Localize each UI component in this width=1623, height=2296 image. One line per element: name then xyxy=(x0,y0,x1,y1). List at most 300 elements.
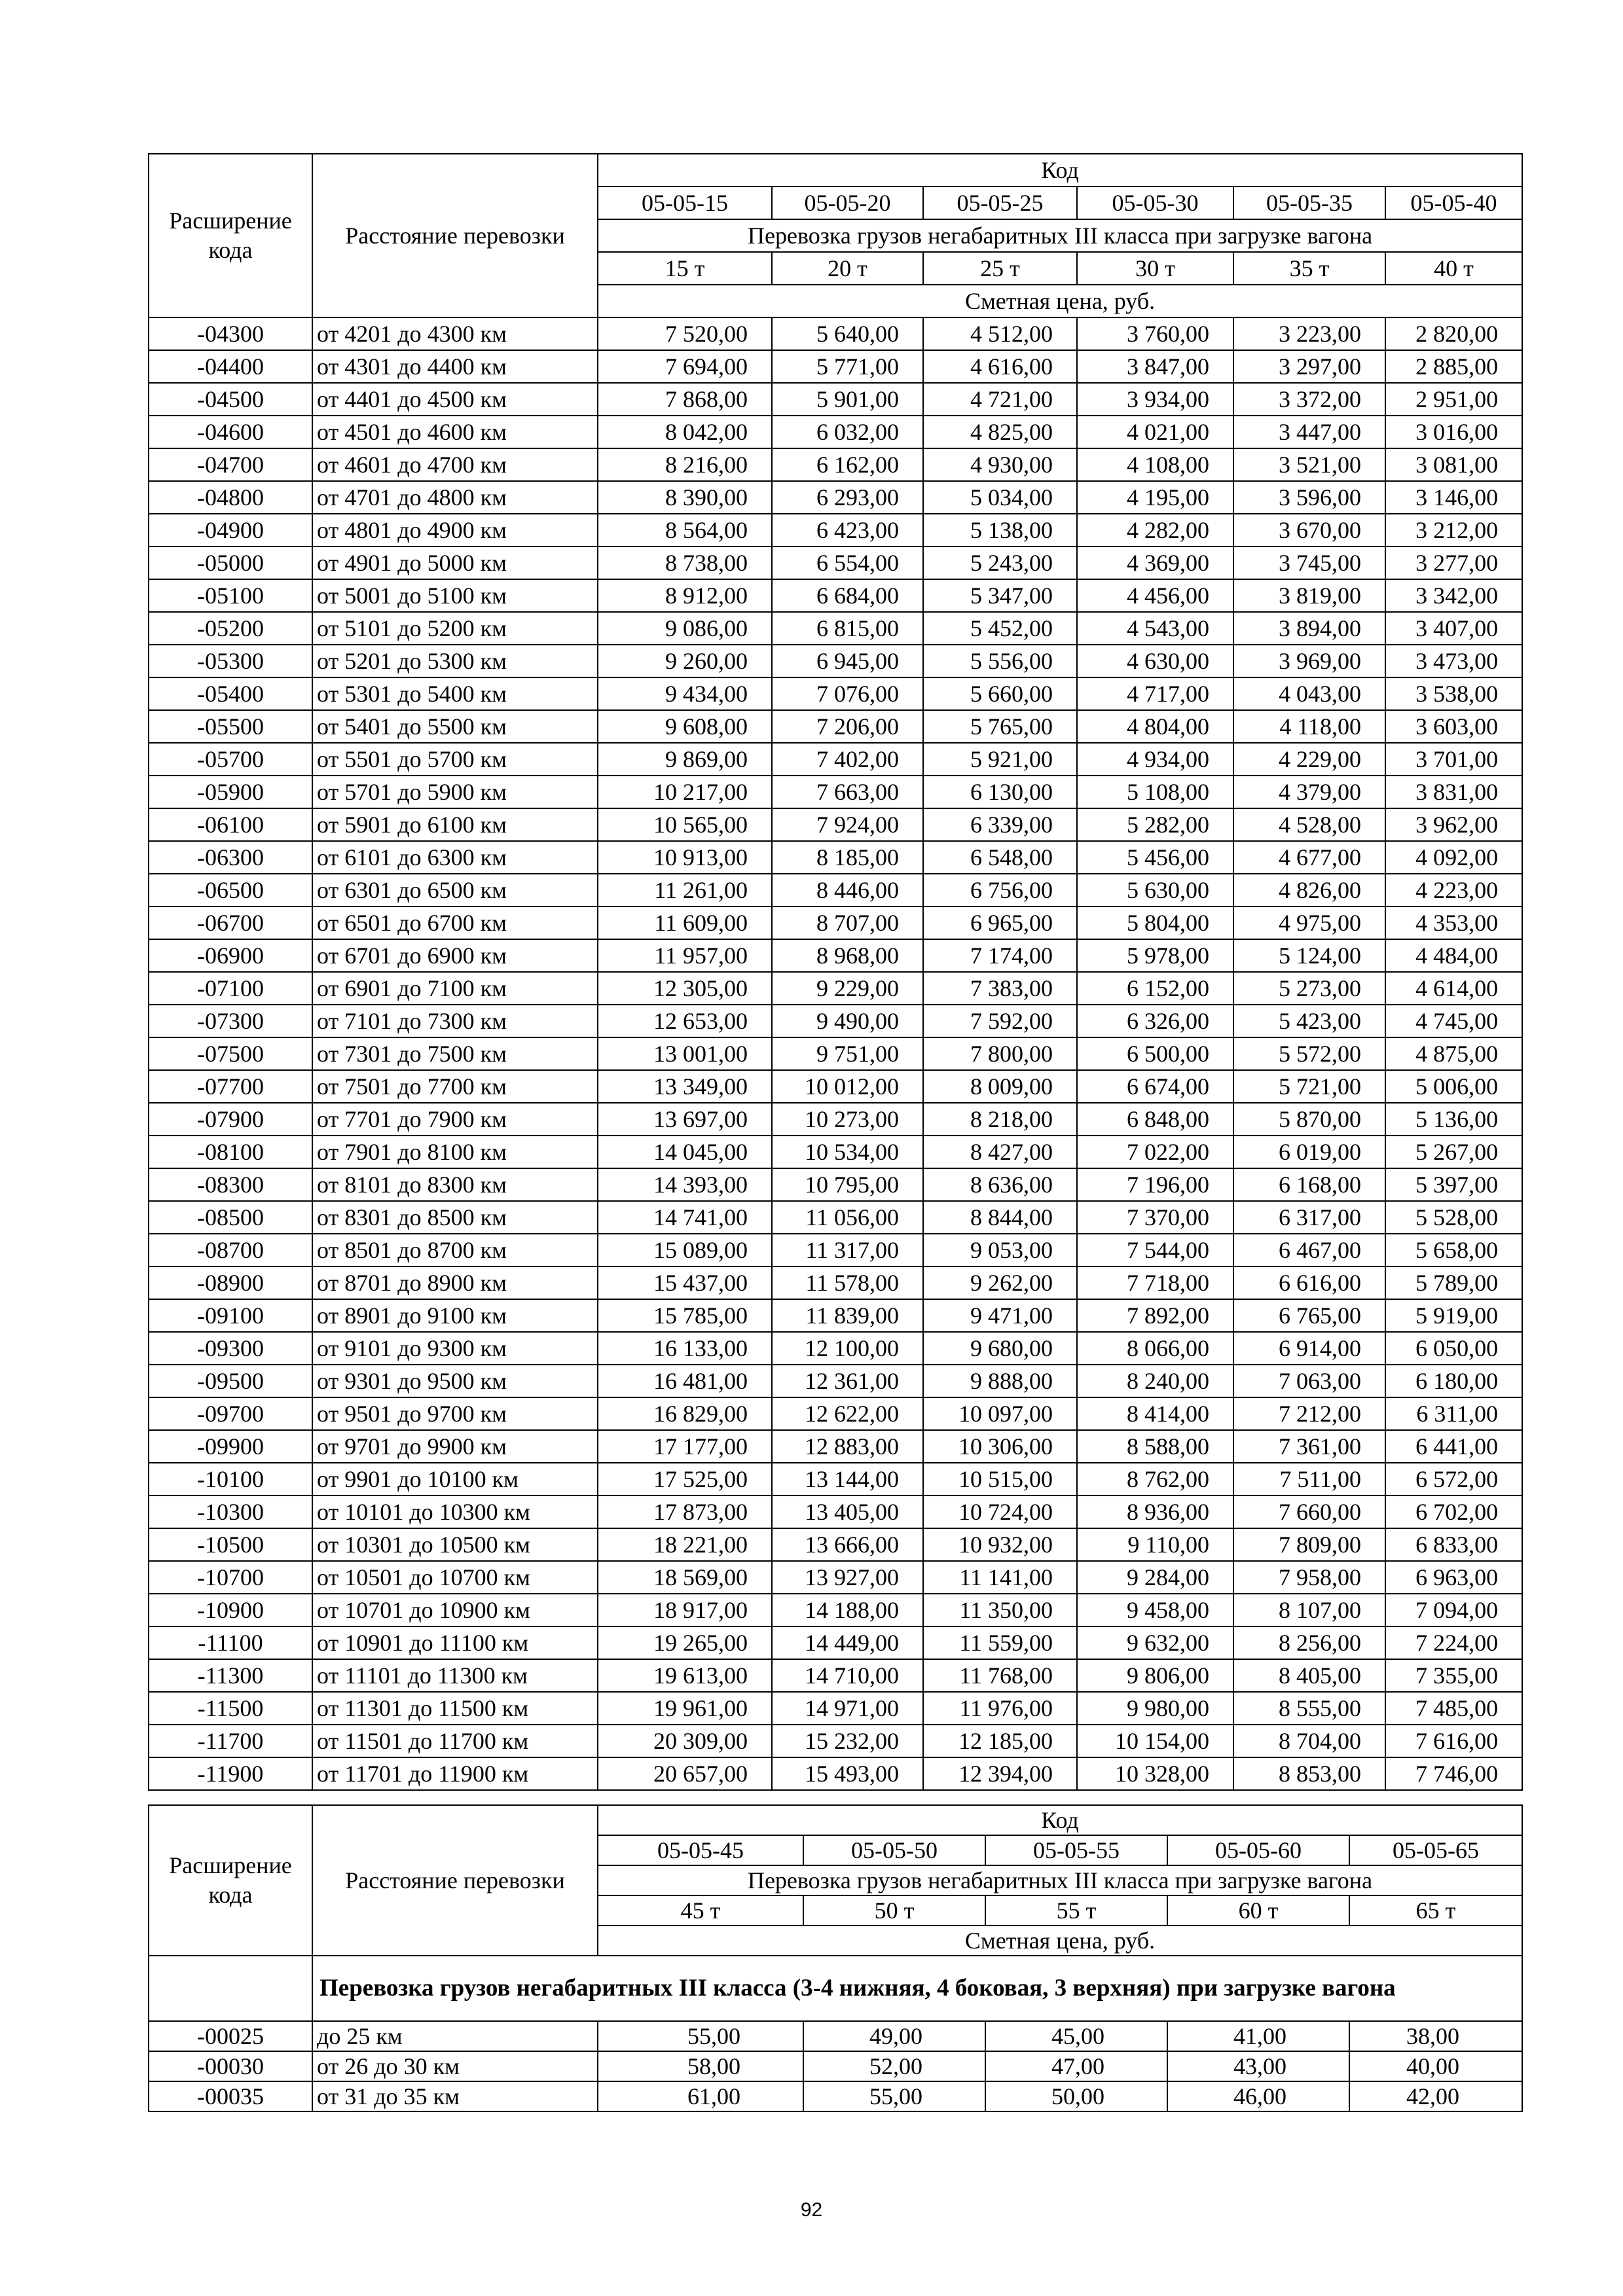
price-cell: 15 437,00 xyxy=(598,1266,772,1299)
price-cell: 3 819,00 xyxy=(1233,579,1385,612)
price-cell: 55,00 xyxy=(598,2021,803,2051)
price-cell: 10 913,00 xyxy=(598,841,772,874)
code-cell: 05-05-35 xyxy=(1233,187,1385,219)
price-cell: 5 528,00 xyxy=(1385,1201,1522,1234)
price-cell: 6 914,00 xyxy=(1233,1332,1385,1365)
table-row xyxy=(149,1234,1522,1266)
table-row xyxy=(149,1397,1522,1430)
price-cell: 6 326,00 xyxy=(1077,1005,1233,1037)
code-extension-cell: -08300 xyxy=(149,1168,312,1201)
price-cell: 4 021,00 xyxy=(1077,416,1233,448)
code-extension-cell: -04500 xyxy=(149,383,312,416)
price-cell: 14 449,00 xyxy=(772,1626,923,1659)
price-cell: 3 212,00 xyxy=(1385,514,1522,547)
price-cell: 13 927,00 xyxy=(772,1561,923,1594)
table-row xyxy=(149,1103,1522,1136)
price-cell: 4 379,00 xyxy=(1233,776,1385,808)
price-cell: 4 825,00 xyxy=(923,416,1077,448)
price-cell: 7 370,00 xyxy=(1077,1201,1233,1234)
table-row xyxy=(149,743,1522,776)
price-cell: 7 196,00 xyxy=(1077,1168,1233,1201)
price-cell: 11 768,00 xyxy=(923,1659,1077,1692)
price-cell: 6 168,00 xyxy=(1233,1168,1385,1201)
price-cell: 7 511,00 xyxy=(1233,1463,1385,1496)
price-cell: 3 745,00 xyxy=(1233,547,1385,579)
transport-description: Перевозка грузов негабаритных III класса при загрузке вагона xyxy=(598,219,1522,252)
price-cell: 7 485,00 xyxy=(1385,1692,1522,1725)
price-cell: 5 243,00 xyxy=(923,547,1077,579)
table-row xyxy=(149,1757,1522,1790)
price-cell: 15 493,00 xyxy=(772,1757,923,1790)
price-cell: 14 393,00 xyxy=(598,1168,772,1201)
price-cell: 11 559,00 xyxy=(923,1626,1077,1659)
price-cell: 9 980,00 xyxy=(1077,1692,1233,1725)
price-cell: 5 804,00 xyxy=(1077,906,1233,939)
price-cell: 8 912,00 xyxy=(598,579,772,612)
price-cell: 4 614,00 xyxy=(1385,972,1522,1005)
price-cell: 4 512,00 xyxy=(923,317,1077,350)
distance-cell: от 5401 до 5500 км xyxy=(312,710,598,743)
price-cell: 8 704,00 xyxy=(1233,1725,1385,1757)
price-cell: 8 762,00 xyxy=(1077,1463,1233,1496)
price-cell: 3 223,00 xyxy=(1233,317,1385,350)
distance-cell: от 11101 до 11300 км xyxy=(312,1659,598,1692)
code-extension-cell: -04800 xyxy=(149,481,312,514)
price-cell: 6 019,00 xyxy=(1233,1136,1385,1168)
price-cell: 4 745,00 xyxy=(1385,1005,1522,1037)
table-row xyxy=(149,579,1522,612)
table-row xyxy=(149,645,1522,677)
price-cell: 8 414,00 xyxy=(1077,1397,1233,1430)
table-row xyxy=(149,906,1522,939)
code-extension-cell: -10700 xyxy=(149,1561,312,1594)
price-cell: 8 185,00 xyxy=(772,841,923,874)
table-row xyxy=(149,841,1522,874)
price-cell: 7 063,00 xyxy=(1233,1365,1385,1397)
price-cell: 5 347,00 xyxy=(923,579,1077,612)
price-cell: 6 467,00 xyxy=(1233,1234,1385,1266)
price-cell: 4 616,00 xyxy=(923,350,1077,383)
price-cell: 3 760,00 xyxy=(1077,317,1233,350)
price-cell: 5 034,00 xyxy=(923,481,1077,514)
distance-cell: от 6501 до 6700 км xyxy=(312,906,598,939)
price-cell: 46,00 xyxy=(1167,2081,1349,2111)
price-cell: 11 317,00 xyxy=(772,1234,923,1266)
table-row xyxy=(149,2051,1522,2081)
price-cell: 15 785,00 xyxy=(598,1299,772,1332)
price-cell: 16 829,00 xyxy=(598,1397,772,1430)
distance-cell: от 11501 до 11700 км xyxy=(312,1725,598,1757)
price-cell: 10 306,00 xyxy=(923,1430,1077,1463)
code-extension-cell: -09500 xyxy=(149,1365,312,1397)
price-cell: 4 875,00 xyxy=(1385,1037,1522,1070)
code-extension-cell: -08100 xyxy=(149,1136,312,1168)
price-cell: 5 572,00 xyxy=(1233,1037,1385,1070)
price-cell: 6 815,00 xyxy=(772,612,923,645)
price-cell: 8 216,00 xyxy=(598,448,772,481)
table-row xyxy=(149,1037,1522,1070)
code-extension-cell: -07700 xyxy=(149,1070,312,1103)
code-extension-cell: -05400 xyxy=(149,677,312,710)
price-cell: 9 434,00 xyxy=(598,677,772,710)
price-cell: 19 613,00 xyxy=(598,1659,772,1692)
distance-cell: от 9101 до 9300 км xyxy=(312,1332,598,1365)
price-cell: 9 680,00 xyxy=(923,1332,1077,1365)
price-cell: 3 670,00 xyxy=(1233,514,1385,547)
price-cell: 11 957,00 xyxy=(598,939,772,972)
distance-cell: от 5701 до 5900 км xyxy=(312,776,598,808)
code-extension-cell: -10300 xyxy=(149,1496,312,1528)
code-extension-cell: -11100 xyxy=(149,1626,312,1659)
price-cell: 6 293,00 xyxy=(772,481,923,514)
table-row xyxy=(149,1659,1522,1692)
section-row xyxy=(149,1956,1522,2021)
price-cell: 6 180,00 xyxy=(1385,1365,1522,1397)
price-cell: 6 674,00 xyxy=(1077,1070,1233,1103)
distance-cell: от 10101 до 10300 км xyxy=(312,1496,598,1528)
price-cell: 6 441,00 xyxy=(1385,1430,1522,1463)
distance-cell: от 8101 до 8300 км xyxy=(312,1168,598,1201)
price-cell: 11 976,00 xyxy=(923,1692,1077,1725)
price-cell: 49,00 xyxy=(803,2021,985,2051)
tonnage-cell: 20 т xyxy=(772,252,923,285)
distance-cell: от 4501 до 4600 км xyxy=(312,416,598,448)
price-cell: 8 853,00 xyxy=(1233,1757,1385,1790)
price-cell: 52,00 xyxy=(803,2051,985,2081)
distance-cell: от 5101 до 5200 км xyxy=(312,612,598,645)
code-extension-cell: -05100 xyxy=(149,579,312,612)
distance-cell: от 9901 до 10100 км xyxy=(312,1463,598,1496)
price-cell: 8 564,00 xyxy=(598,514,772,547)
price-cell: 50,00 xyxy=(985,2081,1167,2111)
price-cell: 3 596,00 xyxy=(1233,481,1385,514)
code-extension-cell: -08700 xyxy=(149,1234,312,1266)
price-cell: 11 261,00 xyxy=(598,874,772,906)
col-header-distance: Расстояние перевозки xyxy=(312,1805,598,1956)
distance-cell: от 4601 до 4700 км xyxy=(312,448,598,481)
price-cell: 5 789,00 xyxy=(1385,1266,1522,1299)
price-cell: 5 919,00 xyxy=(1385,1299,1522,1332)
price-cell: 13 666,00 xyxy=(772,1528,923,1561)
price-cell: 6 833,00 xyxy=(1385,1528,1522,1561)
price-cell: 8 066,00 xyxy=(1077,1332,1233,1365)
distance-cell: от 7101 до 7300 км xyxy=(312,1005,598,1037)
price-cell: 3 297,00 xyxy=(1233,350,1385,383)
distance-cell: от 10701 до 10900 км xyxy=(312,1594,598,1626)
tonnage-cell: 35 т xyxy=(1233,252,1385,285)
price-cell: 4 484,00 xyxy=(1385,939,1522,972)
table-row xyxy=(149,317,1522,350)
price-cell: 6 339,00 xyxy=(923,808,1077,841)
table-row xyxy=(149,677,1522,710)
section-empty-cell xyxy=(149,1956,312,2021)
price-cell: 7 663,00 xyxy=(772,776,923,808)
price-cell: 10 932,00 xyxy=(923,1528,1077,1561)
price-cell: 5 640,00 xyxy=(772,317,923,350)
rates-table-1 xyxy=(148,153,1523,1791)
table-row xyxy=(149,1201,1522,1234)
price-cell: 7 206,00 xyxy=(772,710,923,743)
col-header-extension: Расширение кода xyxy=(149,154,312,317)
distance-cell: от 7501 до 7700 км xyxy=(312,1070,598,1103)
price-cell: 10 217,00 xyxy=(598,776,772,808)
table-row xyxy=(149,1266,1522,1299)
distance-cell: от 7701 до 7900 км xyxy=(312,1103,598,1136)
price-cell: 3 473,00 xyxy=(1385,645,1522,677)
code-extension-cell: -08500 xyxy=(149,1201,312,1234)
table-row xyxy=(149,972,1522,1005)
price-cell: 6 684,00 xyxy=(772,579,923,612)
distance-cell: от 5201 до 5300 км xyxy=(312,645,598,677)
price-cell: 7 094,00 xyxy=(1385,1594,1522,1626)
distance-cell: от 5001 до 5100 км xyxy=(312,579,598,612)
price-cell: 8 844,00 xyxy=(923,1201,1077,1234)
table-row xyxy=(149,350,1522,383)
price-cell: 7 924,00 xyxy=(772,808,923,841)
code-cell: 05-05-40 xyxy=(1385,187,1522,219)
price-cell: 14 971,00 xyxy=(772,1692,923,1725)
code-cell: 05-05-45 xyxy=(598,1835,803,1865)
price-label: Сметная цена, руб. xyxy=(598,285,1522,317)
distance-cell: от 7301 до 7500 км xyxy=(312,1037,598,1070)
price-cell: 9 490,00 xyxy=(772,1005,923,1037)
price-cell: 7 174,00 xyxy=(923,939,1077,972)
code-cell: 05-05-50 xyxy=(803,1835,985,1865)
code-extension-cell: -05200 xyxy=(149,612,312,645)
price-cell: 12 883,00 xyxy=(772,1430,923,1463)
price-cell: 11 056,00 xyxy=(772,1201,923,1234)
price-cell: 5 452,00 xyxy=(923,612,1077,645)
table-row xyxy=(149,1496,1522,1528)
price-cell: 5 658,00 xyxy=(1385,1234,1522,1266)
price-cell: 9 110,00 xyxy=(1077,1528,1233,1561)
price-cell: 3 969,00 xyxy=(1233,645,1385,677)
price-cell: 12 394,00 xyxy=(923,1757,1077,1790)
price-cell: 8 009,00 xyxy=(923,1070,1077,1103)
price-cell: 6 702,00 xyxy=(1385,1496,1522,1528)
price-cell: 11 578,00 xyxy=(772,1266,923,1299)
table-row xyxy=(149,874,1522,906)
price-cell: 4 043,00 xyxy=(1233,677,1385,710)
price-cell: 6 423,00 xyxy=(772,514,923,547)
price-cell: 20 657,00 xyxy=(598,1757,772,1790)
price-cell: 5 423,00 xyxy=(1233,1005,1385,1037)
distance-cell: от 4201 до 4300 км xyxy=(312,317,598,350)
price-cell: 6 311,00 xyxy=(1385,1397,1522,1430)
distance-cell: от 31 до 35 км xyxy=(312,2081,598,2111)
distance-cell: от 8301 до 8500 км xyxy=(312,1201,598,1234)
price-cell: 7 383,00 xyxy=(923,972,1077,1005)
price-cell: 8 405,00 xyxy=(1233,1659,1385,1692)
price-cell: 11 141,00 xyxy=(923,1561,1077,1594)
price-cell: 4 543,00 xyxy=(1077,612,1233,645)
section-title: Перевозка грузов негабаритных III класса (3-4 нижняя, 4 боковая, 3 верхняя) при загрузке вагона xyxy=(312,1956,1522,2021)
price-cell: 10 012,00 xyxy=(772,1070,923,1103)
price-cell: 7 022,00 xyxy=(1077,1136,1233,1168)
price-cell: 19 961,00 xyxy=(598,1692,772,1725)
price-cell: 9 608,00 xyxy=(598,710,772,743)
code-cell: 05-05-55 xyxy=(985,1835,1167,1865)
price-cell: 13 349,00 xyxy=(598,1070,772,1103)
price-cell: 5 771,00 xyxy=(772,350,923,383)
price-cell: 4 369,00 xyxy=(1077,547,1233,579)
table-row xyxy=(149,1332,1522,1365)
col-header-kod: Код xyxy=(598,1805,1522,1835)
code-extension-cell: -07300 xyxy=(149,1005,312,1037)
price-cell: 40,00 xyxy=(1349,2051,1522,2081)
price-cell: 9 632,00 xyxy=(1077,1626,1233,1659)
price-cell: 5 765,00 xyxy=(923,710,1077,743)
price-cell: 7 520,00 xyxy=(598,317,772,350)
price-cell: 4 195,00 xyxy=(1077,481,1233,514)
price-cell: 5 660,00 xyxy=(923,677,1077,710)
price-cell: 3 847,00 xyxy=(1077,350,1233,383)
price-cell: 6 765,00 xyxy=(1233,1299,1385,1332)
price-cell: 3 447,00 xyxy=(1233,416,1385,448)
page-number: 92 xyxy=(800,2199,823,2221)
price-cell: 7 800,00 xyxy=(923,1037,1077,1070)
price-cell: 16 133,00 xyxy=(598,1332,772,1365)
price-cell: 10 565,00 xyxy=(598,808,772,841)
price-cell: 8 427,00 xyxy=(923,1136,1077,1168)
price-cell: 8 555,00 xyxy=(1233,1692,1385,1725)
distance-cell: от 8501 до 8700 км xyxy=(312,1234,598,1266)
price-cell: 17 525,00 xyxy=(598,1463,772,1496)
price-cell: 4 092,00 xyxy=(1385,841,1522,874)
distance-cell: от 11701 до 11900 км xyxy=(312,1757,598,1790)
code-extension-cell: -11500 xyxy=(149,1692,312,1725)
price-cell: 7 076,00 xyxy=(772,677,923,710)
code-extension-cell: -09300 xyxy=(149,1332,312,1365)
price-cell: 3 372,00 xyxy=(1233,383,1385,416)
table-row xyxy=(149,1528,1522,1561)
price-cell: 10 724,00 xyxy=(923,1496,1077,1528)
rates-table-2 xyxy=(148,1804,1523,2112)
price-cell: 6 756,00 xyxy=(923,874,1077,906)
price-cell: 55,00 xyxy=(803,2081,985,2111)
distance-cell: от 4801 до 4900 км xyxy=(312,514,598,547)
price-cell: 4 456,00 xyxy=(1077,579,1233,612)
price-cell: 7 402,00 xyxy=(772,743,923,776)
code-extension-cell: -04600 xyxy=(149,416,312,448)
price-cell: 47,00 xyxy=(985,2051,1167,2081)
tonnage-cell: 30 т xyxy=(1077,252,1233,285)
price-cell: 4 353,00 xyxy=(1385,906,1522,939)
price-cell: 2 951,00 xyxy=(1385,383,1522,416)
table-row xyxy=(149,808,1522,841)
price-cell: 3 407,00 xyxy=(1385,612,1522,645)
price-cell: 9 888,00 xyxy=(923,1365,1077,1397)
price-cell: 5 901,00 xyxy=(772,383,923,416)
price-cell: 13 144,00 xyxy=(772,1463,923,1496)
distance-cell: от 4301 до 4400 км xyxy=(312,350,598,383)
price-cell: 6 554,00 xyxy=(772,547,923,579)
price-cell: 9 751,00 xyxy=(772,1037,923,1070)
distance-cell: от 9301 до 9500 км xyxy=(312,1365,598,1397)
price-cell: 14 045,00 xyxy=(598,1136,772,1168)
price-cell: 8 707,00 xyxy=(772,906,923,939)
distance-cell: от 6301 до 6500 км xyxy=(312,874,598,906)
code-extension-cell: -07900 xyxy=(149,1103,312,1136)
price-cell: 12 622,00 xyxy=(772,1397,923,1430)
table-row xyxy=(149,448,1522,481)
price-cell: 7 544,00 xyxy=(1077,1234,1233,1266)
price-cell: 7 809,00 xyxy=(1233,1528,1385,1561)
price-cell: 11 609,00 xyxy=(598,906,772,939)
price-cell: 4 934,00 xyxy=(1077,743,1233,776)
tonnage-cell: 65 т xyxy=(1349,1895,1522,1926)
price-cell: 3 894,00 xyxy=(1233,612,1385,645)
rates-table-1-body xyxy=(149,317,1522,1790)
price-cell: 7 224,00 xyxy=(1385,1626,1522,1659)
price-cell: 9 260,00 xyxy=(598,645,772,677)
price-cell: 5 124,00 xyxy=(1233,939,1385,972)
price-cell: 7 355,00 xyxy=(1385,1659,1522,1692)
price-cell: 9 869,00 xyxy=(598,743,772,776)
table-row xyxy=(149,383,1522,416)
price-cell: 4 930,00 xyxy=(923,448,1077,481)
distance-cell: от 4901 до 5000 км xyxy=(312,547,598,579)
price-cell: 4 677,00 xyxy=(1233,841,1385,874)
price-cell: 19 265,00 xyxy=(598,1626,772,1659)
price-cell: 9 262,00 xyxy=(923,1266,1077,1299)
price-cell: 10 273,00 xyxy=(772,1103,923,1136)
price-cell: 43,00 xyxy=(1167,2051,1349,2081)
tonnage-cell: 40 т xyxy=(1385,252,1522,285)
table-row xyxy=(149,514,1522,547)
price-cell: 6 548,00 xyxy=(923,841,1077,874)
distance-cell: от 9701 до 9900 км xyxy=(312,1430,598,1463)
code-extension-cell: -07500 xyxy=(149,1037,312,1070)
table-row xyxy=(149,1561,1522,1594)
price-cell: 4 282,00 xyxy=(1077,514,1233,547)
table-row xyxy=(149,776,1522,808)
code-cell: 05-05-15 xyxy=(598,187,772,219)
price-cell: 4 108,00 xyxy=(1077,448,1233,481)
price-cell: 5 556,00 xyxy=(923,645,1077,677)
price-cell: 5 397,00 xyxy=(1385,1168,1522,1201)
code-cell: 05-05-60 xyxy=(1167,1835,1349,1865)
price-cell: 13 405,00 xyxy=(772,1496,923,1528)
code-extension-cell: -05500 xyxy=(149,710,312,743)
code-extension-cell: -10900 xyxy=(149,1594,312,1626)
price-cell: 10 795,00 xyxy=(772,1168,923,1201)
code-extension-cell: -05900 xyxy=(149,776,312,808)
code-extension-cell: -10500 xyxy=(149,1528,312,1561)
tonnage-cell: 60 т xyxy=(1167,1895,1349,1926)
price-cell: 7 718,00 xyxy=(1077,1266,1233,1299)
price-cell: 14 710,00 xyxy=(772,1659,923,1692)
table-row xyxy=(149,1725,1522,1757)
table-row xyxy=(149,481,1522,514)
price-cell: 10 534,00 xyxy=(772,1136,923,1168)
price-cell: 3 538,00 xyxy=(1385,677,1522,710)
price-cell: 20 309,00 xyxy=(598,1725,772,1757)
price-cell: 5 138,00 xyxy=(923,514,1077,547)
price-cell: 6 945,00 xyxy=(772,645,923,677)
price-cell: 7 616,00 xyxy=(1385,1725,1522,1757)
code-extension-cell: -04900 xyxy=(149,514,312,547)
price-cell: 8 446,00 xyxy=(772,874,923,906)
distance-cell: от 10301 до 10500 км xyxy=(312,1528,598,1561)
price-cell: 3 603,00 xyxy=(1385,710,1522,743)
price-cell: 14 188,00 xyxy=(772,1594,923,1626)
price-cell: 9 471,00 xyxy=(923,1299,1077,1332)
price-cell: 6 032,00 xyxy=(772,416,923,448)
code-extension-cell: -00035 xyxy=(149,2081,312,2111)
price-cell: 7 694,00 xyxy=(598,350,772,383)
distance-cell: от 8701 до 8900 км xyxy=(312,1266,598,1299)
